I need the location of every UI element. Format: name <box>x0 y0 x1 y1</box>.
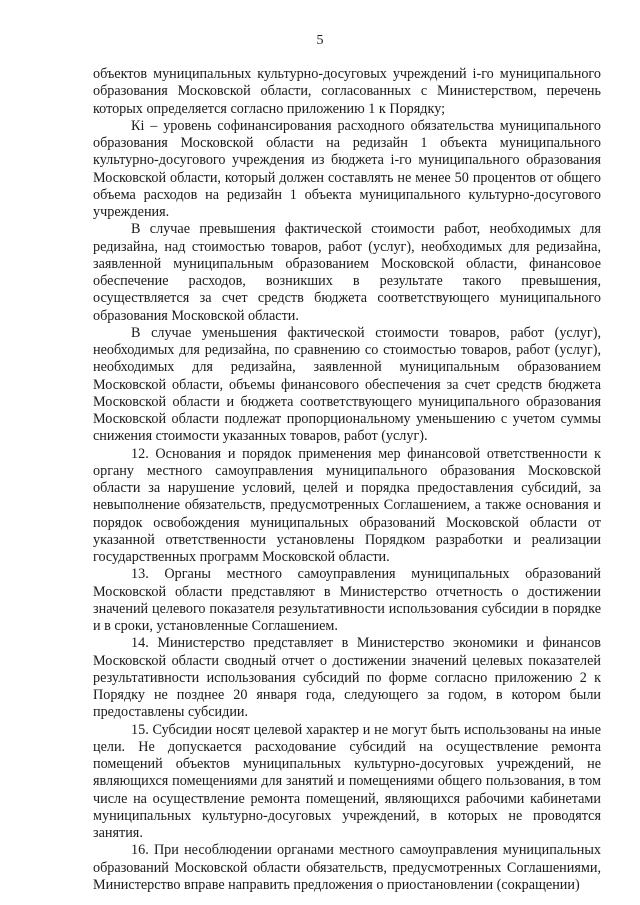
document-body <box>93 66 601 894</box>
paragraph-item-13: 13. Органы местного самоуправления муниципальных образований Московской области представляют в Министерство отчетность о достижении значений целевого показателя результативности использования субсидии в порядке и в сроки, установленные Соглашением. <box>93 566 601 634</box>
paragraph-cost-excess: В случае превышения фактической стоимости работ, необходимых для редизайна, над стоимостью товаров, работ (услуг), необходимых для редизайна, заявленной муниципальным образованием Московской области, финансовое обеспечение расходов, возникших в результате такого превышения, осуществляется за счет средств бюджета соответствующего муниципального образования Московской области. <box>93 221 601 324</box>
paragraph-cost-reduction: В случае уменьшения фактической стоимости товаров, работ (услуг), необходимых для редизайна, по сравнению со стоимостью товаров, работ (услуг), необходимых для редизайна, заявленной муниципальным образованием Московской области, объемы финансового обеспечения за счет средств бюджета Московской области и бюджета соответствующего муниципального образования Московской области подлежат пропорциональному уменьшению с учетом суммы снижения стоимости указанных товаров, работ (услуг). <box>93 324 601 445</box>
paragraph-ki-definition: Кi – уровень софинансирования расходного обязательства муниципального образования Московской области на редизайн 1 объекта муниципального культурно-досугового учреждения из бюджета i-го муниципального образования Московской области, который должен составлять не менее 50 процентов от общего объема расходов на редизайн 1 объекта муниципального культурно-досугового учреждения. <box>93 117 601 220</box>
paragraph-item-16: 16. При несоблюдении органами местного самоуправления муниципальных образований Московской области обязательств, предусмотренных Соглашениями, Министерство вправе направить предложения о приостановлении (сокращении) <box>93 842 601 893</box>
paragraph-item-12: 12. Основания и порядок применения мер финансовой ответственности к органу местного самоуправления муниципального образования Московской области за нарушение условий, целей и порядка предоставления субсидий, за невыполнение обязательств, предусмотренных Соглашением, а также основания и порядок освобождения муниципальных образований Московской области от указанной ответственности установлены Порядком разработки и реализации государственных программ Московской области. <box>93 445 601 565</box>
paragraph-continuation: объектов муниципальных культурно-досуговых учреждений i-го муниципального образования Московской области, согласованных с Министерством, перечень которых определяется согласно приложению 1 к Порядку; <box>93 66 601 117</box>
page-number: 5 <box>316 33 324 48</box>
paragraph-item-14: 14. Министерство представляет в Министерство экономики и финансов Московской области сводный отчет о достижении значений целевых показателей результативности использования субсидий по форме согласно приложению 2 к Порядку не позднее 20 января года, следующего за годом, в котором были предоставлены субсидии. <box>93 635 601 721</box>
paragraph-item-15: 15. Субсидии носят целевой характер и не могут быть использованы на иные цели. Не допускается расходование субсидий на осуществление ремонта помещений объектов муниципальных культурно-досуговых учреждений, не являющихся помещениями для занятий и помещениями общего пользования, в том числе на осуществление ремонта помещений, являющихся рабочими кабинетами муниципальных культурно-досуговых учреждений, в которых не проводятся занятия. <box>93 721 601 841</box>
